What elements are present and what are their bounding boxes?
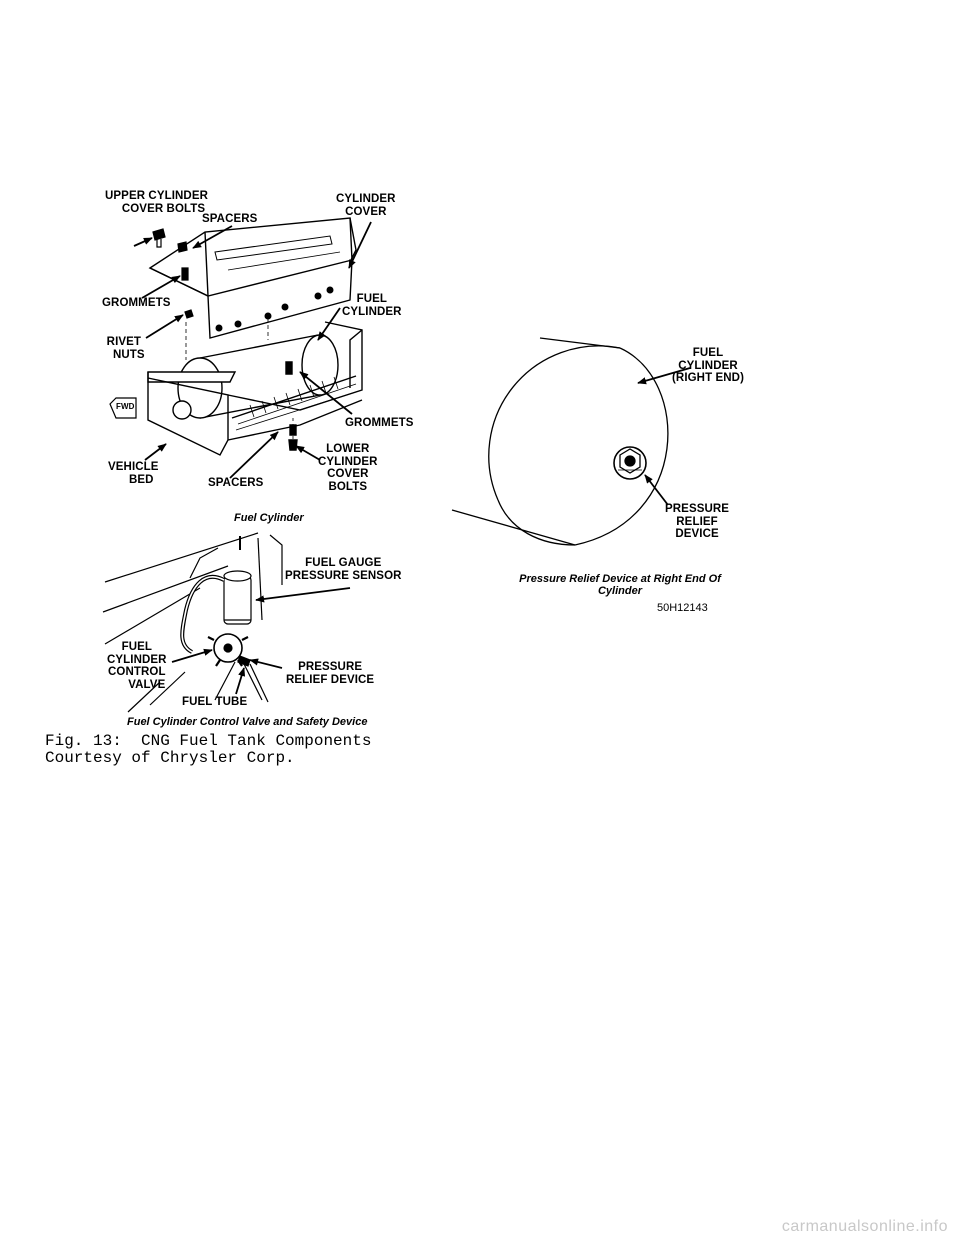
label-fuel-cylinder-right-end: FUEL CYLINDER (RIGHT END)	[672, 347, 745, 384]
label-fuel-gauge-pressure-sensor: FUEL GAUGE PRESSURE SENSOR	[285, 557, 402, 582]
cylinder-cover-drawing	[150, 218, 356, 338]
figure-code: 50H12143	[657, 602, 708, 614]
figure-title: Fig. 13: CNG Fuel Tank Components	[45, 732, 372, 750]
label-pressure-relief-device: PRESSURE RELIEF DEVICE	[286, 661, 375, 686]
label-fuel-tube: FUEL TUBE	[182, 696, 248, 708]
label-lower-cylinder-cover-bolts: LOWER CYLINDER COVER BOLTS	[318, 443, 378, 493]
label-fuel-cylinder: FUEL CYLINDER	[342, 293, 402, 318]
label-rivet-nuts: RIVET NUTS	[106, 336, 145, 361]
label-spacers-bottom: SPACERS	[208, 477, 264, 489]
label-vehicle-bed: VEHICLE BED	[108, 461, 159, 486]
label-grommets-left: GROMMETS	[102, 297, 171, 309]
figure-caption	[45, 733, 371, 767]
figure-credit: Courtesy of Chrysler Corp.	[45, 749, 295, 767]
watermark: carmanualsonline.info	[781, 1218, 948, 1235]
label-fuel-cylinder-control-valve: FUEL CYLINDER CONTROL VALVE	[107, 641, 167, 691]
label-spacers-top: SPACERS	[202, 213, 258, 225]
caption-fuel-cylinder: Fuel Cylinder	[234, 512, 304, 524]
caption-control-valve: Fuel Cylinder Control Valve and Safety Device	[127, 716, 368, 728]
label-upper-cylinder-cover-bolts: UPPER CYLINDER COVER BOLTS	[105, 190, 208, 215]
label-grommets-right: GROMMETS	[345, 417, 414, 429]
label-fwd: FWD	[116, 402, 135, 411]
caption-pressure-relief-right-end: Pressure Relief Device at Right End Of Cylinder	[519, 573, 721, 597]
cylinder-assembly-illustration	[110, 218, 371, 478]
cylinder-end-illustration	[452, 338, 690, 545]
label-pressure-relief-device-right: PRESSURE RELIEF DEVICE	[665, 503, 730, 540]
label-cylinder-cover: CYLINDER COVER	[336, 193, 396, 218]
